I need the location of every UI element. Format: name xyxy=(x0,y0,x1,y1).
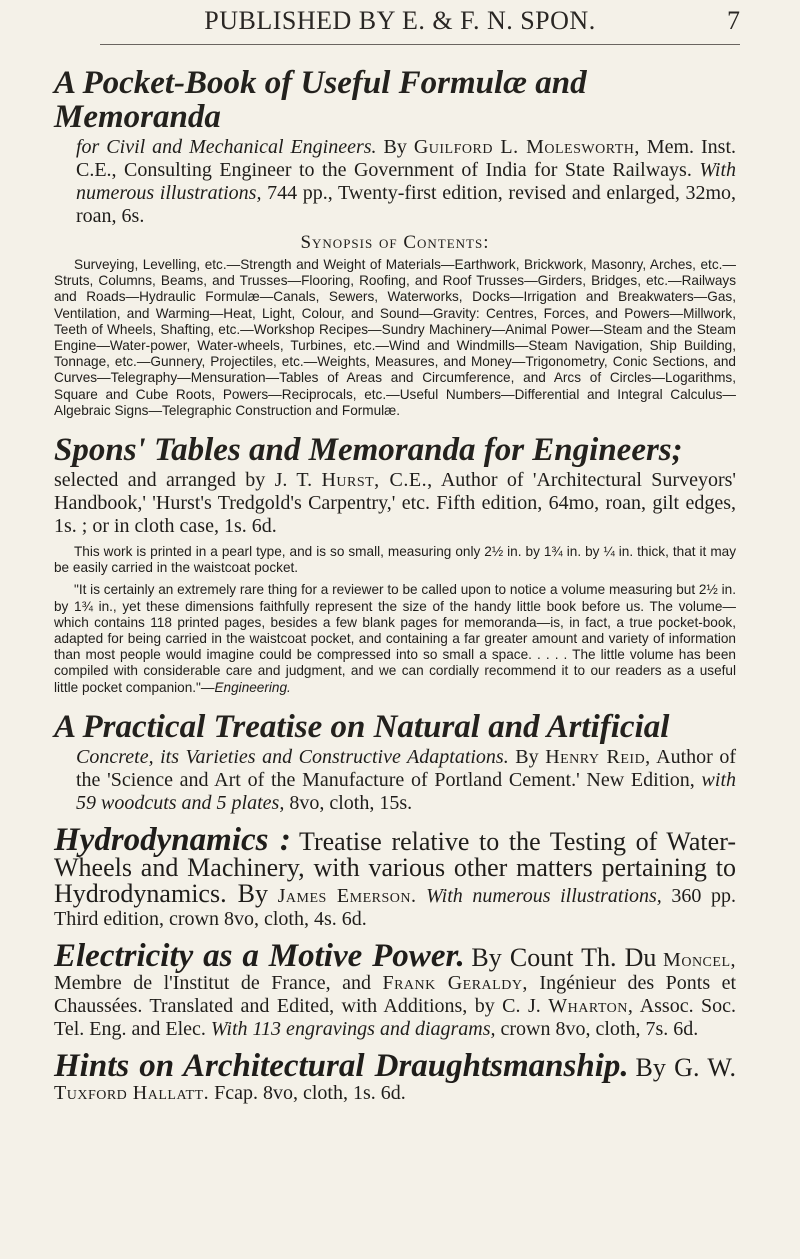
compiler-text: selected and arranged by J. T. xyxy=(54,469,313,492)
entry-description xyxy=(54,1047,736,1105)
entry-description xyxy=(54,821,737,931)
entry-hydrodynamics xyxy=(54,821,737,931)
edition-details: 8vo, cloth, 15s. xyxy=(289,791,413,814)
author-name: Henry Reid, xyxy=(545,745,651,768)
entry-description xyxy=(76,136,736,228)
author-name: James Emerson. xyxy=(277,884,417,907)
illustrations-note: with 59 woodcuts and 5 plates, xyxy=(76,768,736,814)
entry-subtitle: Concrete, its Varieties and Constructive Adaptations. xyxy=(76,745,509,768)
page-header xyxy=(60,6,740,46)
author-credentials: Mem. Inst. C.E., Consulting Engineer to the Government of India for State Railways. xyxy=(76,136,737,181)
entry-title: Electricity as a Motive Power. xyxy=(54,937,465,974)
author-name: Guilford L. Molesworth, xyxy=(413,136,640,158)
entry-title: Hints on Architectural Draughtsmanship. xyxy=(54,1047,629,1084)
illustrations-note: With numerous illustrations, xyxy=(426,884,662,907)
translation-note: Ingénieur des Ponts et Chaussées. Translated and Edited, with Additions, by C. J. xyxy=(54,971,736,1017)
entry-pocket-book xyxy=(54,66,736,419)
edition-details: Author of 'Architectural Surveyors' Handbook,' 'Hurst's Tredgold's Carpentry,' etc. Fifth edition, 64mo, roan, gilt edges, 1s. ; or in cloth case, 1s. 6d. xyxy=(54,469,736,538)
author-name: Hurst, C.E., xyxy=(321,469,433,492)
size-note: This work is printed in a pearl type, and is so small, measuring only 2½ in. by 1¾ in. by ¼ in. thick, that it may be easily carried in the waistcoat pocket. xyxy=(54,544,736,576)
review-source: Engineering. xyxy=(214,679,291,695)
illustrations-note: With numerous illustrations, xyxy=(76,159,736,204)
running-title: PUBLISHED BY E. & F. N. SPON. xyxy=(204,6,596,35)
entry-title: Hydrodynamics : xyxy=(54,821,291,858)
co-author-name: Frank Geraldy, xyxy=(382,971,528,994)
entry-subtitle: for Civil and Mechanical Engineers. xyxy=(76,136,377,158)
entry-title: Spons' Tables and Memoranda for Engineers; xyxy=(54,432,683,469)
entry-electricity xyxy=(54,937,737,1041)
synopsis-text: Surveying, Levelling, etc.—Strength and Weight of Materials—Earthwork, Brickwork, Masonry, Arches, etc.—Struts, Columns, Beams, and Trusses—Flooring, Roofing, and Roof Trusses—Girders, Bridges, etc.—Railways and Roads—Hydraulic Formulæ—Canals, Sewers, Waterworks, Docks—Irrigation and Breakwaters—Gas, Ventilation, and Warming—Heat, Light, Colour, and Sound—Gravity: Centres, Forces, and Powers—Millwork, Teeth of Wheels, Shafting, etc.—Workshop Recipes—Sundry Machinery—Animal Power—Steam and the Steam Engine—Water-power, Water-wheels, Turbines, etc.—Wind and Windmills—Steam Navigation, Ship Building, Tonnage, etc.—Gunnery, Projectiles, etc.—Weights, Measures, and Money—Trigonometry, Conic Sections, and Curves—Telegraphy—Mensuration—Tables of Areas and Circumference, and Arcs of Circles—Logarithms, Square and Cube Roots, Powers—Reciprocals, etc.—Useful Numbers—Differential and Integral Calculus—Algebraic Signs—Telegraphic Construction and Formulæ. xyxy=(54,257,736,418)
translator-name: Wharton, xyxy=(548,994,634,1017)
edition-details: 744 pp., Twenty-first edition, revised and enlarged, 32mo, roan, 6s. xyxy=(76,182,737,227)
author-credentials: Membre de l'Institut de France, and xyxy=(54,971,371,994)
by-text: By Count Th. Du xyxy=(471,942,657,972)
by-text: By G. W. xyxy=(635,1052,736,1082)
catalogue-listing xyxy=(54,66,736,1119)
entry-title: A Practical Treatise on Natural and Artificial xyxy=(54,708,670,745)
entry-draughtsmanship xyxy=(54,1047,736,1105)
entry-lead-text: Treatise relative to the Testing of Water-Wheels and Machinery, with various other matters pertaining to Hydrodynamics. By xyxy=(54,826,736,908)
by-text: By xyxy=(383,136,407,158)
author-name: Tuxford Hallatt. xyxy=(54,1081,210,1104)
author-credentials: Author of the 'Science and Art of the Manufacture of Portland Cement.' New Edition, xyxy=(76,745,737,791)
author-name: Moncel, xyxy=(663,948,736,971)
edition-details: crown 8vo, cloth, 7s. 6d. xyxy=(500,1017,699,1040)
review-quote xyxy=(54,582,736,695)
entry-tables-memoranda xyxy=(54,433,736,696)
header-rule xyxy=(100,44,740,45)
synopsis-heading: Synopsis of Contents: xyxy=(300,232,490,253)
entry-description xyxy=(54,937,737,1041)
by-text: By xyxy=(515,745,539,768)
edition-details: Fcap. 8vo, cloth, 1s. 6d. xyxy=(214,1081,406,1104)
review-text: "It is certainly an extremely rare thing for a reviewer to be called upon to notice a volume measuring but 2½ in. by 1¾ in., yet these dimensions faithfully represent the size of the handy little book before us. The volume—which contains 118 printed pages, besides a few blank pages for memoranda—is, in fact, a true pocket-book, adapted for being carried in the waistcoat pocket, and containing a far greater amount and variety of information than most people would imagine could be compressed into so small a space. . . . . The little volume has been compiled with considerable care and judgment, and we can cordially recommend it to our readers as a useful little pocket companion."— xyxy=(54,582,736,695)
edition-details: 360 pp. Third edition, crown 8vo, cloth, 4s. 6d. xyxy=(54,884,737,930)
entry-description xyxy=(54,469,736,538)
entry-title: A Pocket-Book of Useful Formulæ and Memoranda xyxy=(54,65,587,135)
entry-concrete-treatise xyxy=(54,710,736,815)
entry-description xyxy=(76,746,736,815)
translator-credentials: Assoc. Soc. Tel. Eng. and Elec. xyxy=(54,994,737,1040)
illustrations-note: With 113 engravings and diagrams, xyxy=(210,1017,496,1040)
page-number: 7 xyxy=(727,6,740,35)
